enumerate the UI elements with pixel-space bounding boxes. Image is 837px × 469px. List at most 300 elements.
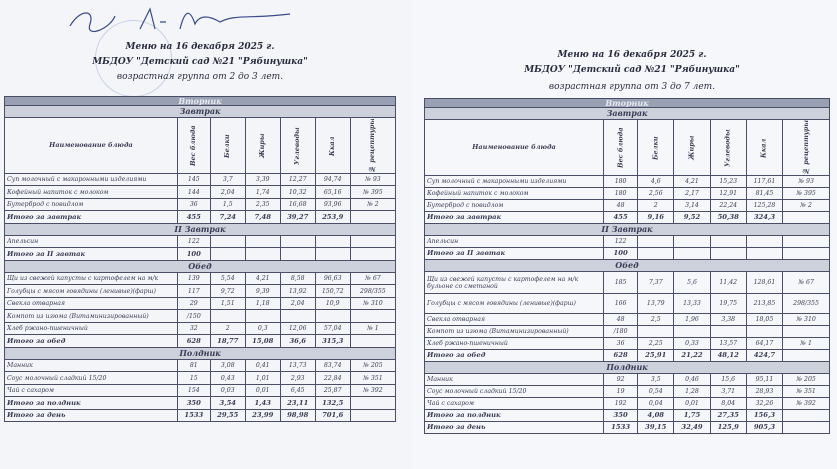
table-cell: 100 xyxy=(177,248,210,261)
section-header xyxy=(425,260,830,272)
table-cell: Апельсин xyxy=(5,235,178,248)
table-cell: № 1 xyxy=(783,338,830,350)
table-cell xyxy=(710,236,746,248)
dish-row xyxy=(425,386,830,398)
table-cell xyxy=(638,326,674,338)
section-header xyxy=(5,260,396,272)
table-cell: 22,84 xyxy=(315,372,350,385)
table-cell: 2 xyxy=(638,200,674,212)
table-cell: Хлеб ржано-пшеничный xyxy=(5,322,178,335)
dish-row xyxy=(5,173,396,186)
table-cell: 1533 xyxy=(604,422,638,434)
table-cell: 122 xyxy=(177,235,210,248)
table-cell xyxy=(315,235,350,248)
table-cell: 65,16 xyxy=(315,186,350,199)
dish-row xyxy=(425,176,830,188)
table-cell: 32,49 xyxy=(674,422,710,434)
table-cell xyxy=(746,236,782,248)
dish-row xyxy=(425,200,830,212)
table-cell: Манник xyxy=(425,374,604,386)
table-cell: 2,17 xyxy=(674,188,710,200)
table-cell: Вторник xyxy=(5,97,396,106)
table-cell: 0,43 xyxy=(210,372,245,385)
table-cell: 15,08 xyxy=(245,335,280,348)
table-cell: 95,11 xyxy=(746,374,782,386)
table-cell: 5,54 xyxy=(210,272,245,285)
table-cell: 298/355 xyxy=(350,285,395,298)
table-cell: 628 xyxy=(604,350,638,362)
table-cell: 0,03 xyxy=(210,384,245,397)
table-cell: Чай с сахаром xyxy=(425,398,604,410)
table-cell: Голубцы с мясом говядины (ленивые)(фарш) xyxy=(425,294,604,314)
table-cell: 180 xyxy=(604,188,638,200)
table-cell: 1,51 xyxy=(210,297,245,310)
table-cell xyxy=(210,310,245,323)
table-cell: № 2 xyxy=(783,200,830,212)
table-cell: 12,91 xyxy=(710,188,746,200)
table-cell: 27,35 xyxy=(710,410,746,422)
table-cell: № 93 xyxy=(350,173,395,186)
table-cell: Обед xyxy=(5,260,396,272)
table-cell: 16,68 xyxy=(280,198,315,211)
table-cell: Кофейный напиток с молоком xyxy=(5,186,178,199)
table-cell: 139 xyxy=(177,272,210,285)
table-cell: 50,38 xyxy=(710,212,746,224)
table-cell: 117 xyxy=(177,285,210,298)
table-cell: 4,6 xyxy=(638,176,674,188)
table-cell: Соус молочный сладкий 15/20 xyxy=(5,372,178,385)
table-cell xyxy=(280,310,315,323)
table-cell: 18,77 xyxy=(210,335,245,348)
dish-row xyxy=(5,186,396,199)
table-cell xyxy=(638,248,674,260)
table-cell: 13,79 xyxy=(638,294,674,314)
table-cell: Бутерброд с повидлом xyxy=(5,198,178,211)
table-cell: Компот из изюма (Витаминизированный) xyxy=(5,310,178,323)
table-cell: 32 xyxy=(177,322,210,335)
dish-row xyxy=(5,297,396,310)
section-total-row xyxy=(5,335,396,348)
table-cell: 455 xyxy=(177,211,210,224)
table-cell: 2,04 xyxy=(210,186,245,199)
table-cell: № 351 xyxy=(350,372,395,385)
table-cell: Суп молочный с макаронными изделиями xyxy=(425,176,604,188)
dish-row xyxy=(5,384,396,397)
signature xyxy=(60,4,320,34)
table-cell: 455 xyxy=(604,212,638,224)
section-header xyxy=(425,224,830,236)
table-cell: Итого за день xyxy=(5,409,178,422)
section-header xyxy=(5,347,396,359)
table-cell: 156,3 xyxy=(746,410,782,422)
table-cell: 315,3 xyxy=(315,335,350,348)
table-cell xyxy=(350,211,395,224)
organization: МБДОУ "Детский сад №21 "Рябинушка" xyxy=(92,57,308,67)
table-cell: № 392 xyxy=(783,398,830,410)
menu-title: Меню на 16 декабря 2025 г. xyxy=(125,42,275,52)
table-cell xyxy=(746,326,782,338)
table-cell: 298/355 xyxy=(783,294,830,314)
table-cell: 15 xyxy=(177,372,210,385)
section-total-row xyxy=(425,350,830,362)
table-cell: 0,3 xyxy=(245,322,280,335)
table-cell: 253,9 xyxy=(315,211,350,224)
table-cell xyxy=(638,236,674,248)
dish-row xyxy=(5,235,396,248)
section-total-row xyxy=(5,211,396,224)
table-cell: 12,27 xyxy=(280,173,315,186)
menu-table-left xyxy=(4,96,396,422)
table-cell: Вторник xyxy=(425,99,830,108)
table-cell: 25,91 xyxy=(638,350,674,362)
table-cell: № 205 xyxy=(350,359,395,372)
table-cell: 29,55 xyxy=(210,409,245,422)
age-group: возрастная группа от 3 до 7 лет. xyxy=(548,82,716,92)
table-cell: Вес блюда xyxy=(177,118,210,174)
dish-row xyxy=(5,310,396,323)
table-cell: 19,75 xyxy=(710,294,746,314)
table-cell: 9,52 xyxy=(674,212,710,224)
dish-row xyxy=(425,294,830,314)
table-cell xyxy=(210,248,245,261)
table-cell xyxy=(710,248,746,260)
dish-row xyxy=(5,285,396,298)
table-cell: 125,9 xyxy=(710,422,746,434)
dish-row xyxy=(425,272,830,294)
table-cell: 81 xyxy=(177,359,210,372)
table-cell: 1,5 xyxy=(210,198,245,211)
dish-row xyxy=(5,198,396,211)
table-cell: 64,17 xyxy=(746,338,782,350)
table-cell: Завтрак xyxy=(5,106,396,118)
table-cell: 1,75 xyxy=(674,410,710,422)
table-cell: Полдник xyxy=(5,347,396,359)
table-cell: Жиры xyxy=(245,118,280,174)
table-cell: 96,63 xyxy=(315,272,350,285)
table-cell: 150,72 xyxy=(315,285,350,298)
table-cell: № 392 xyxy=(350,384,395,397)
table-cell: 213,85 xyxy=(746,294,782,314)
table-cell: 154 xyxy=(177,384,210,397)
table-cell: 3,14 xyxy=(674,200,710,212)
table-cell xyxy=(674,236,710,248)
table-cell: 0,04 xyxy=(638,398,674,410)
table-cell: 11,42 xyxy=(710,272,746,294)
table-cell xyxy=(783,410,830,422)
table-cell: 0,54 xyxy=(638,386,674,398)
table-cell: Суп молочный с макаронными изделиями xyxy=(5,173,178,186)
table-cell xyxy=(210,235,245,248)
table-cell: Обед xyxy=(425,260,830,272)
table-cell: 100 xyxy=(604,248,638,260)
table-cell: 145 xyxy=(177,173,210,186)
organization: МБДОУ "Детский сад №21 "Рябинушка" xyxy=(524,65,740,75)
age-group: возрастная группа от 2 до 3 лет. xyxy=(116,72,284,82)
table-cell: 132,5 xyxy=(315,397,350,410)
dish-row xyxy=(425,374,830,386)
table-cell: 3,08 xyxy=(210,359,245,372)
table-cell: 13,57 xyxy=(710,338,746,350)
table-cell: 36 xyxy=(177,198,210,211)
section-total-row xyxy=(425,410,830,422)
table-cell: 3,7 xyxy=(210,173,245,186)
table-cell: № 1 xyxy=(350,322,395,335)
table-cell: 3,5 xyxy=(638,374,674,386)
table-cell: Хлеб ржано-пшеничный xyxy=(425,338,604,350)
table-cell xyxy=(674,248,710,260)
table-cell: № рецептуры xyxy=(783,120,830,176)
table-cell: 1,43 xyxy=(245,397,280,410)
table-cell: II Завтрак xyxy=(425,224,830,236)
section-header xyxy=(5,223,396,235)
table-cell: 701,6 xyxy=(315,409,350,422)
table-cell xyxy=(315,310,350,323)
table-cell: 3,71 xyxy=(710,386,746,398)
table-cell: 10,9 xyxy=(315,297,350,310)
day-total-row xyxy=(5,409,396,422)
section-total-row xyxy=(5,397,396,410)
table-cell: Щи из свежей капусты с картофелем на м/к бульоне со сметаной xyxy=(425,272,604,294)
table-cell: 29 xyxy=(177,297,210,310)
table-cell: Свекла отварная xyxy=(425,314,604,326)
table-cell: 23,99 xyxy=(245,409,280,422)
menu-table-right xyxy=(424,98,830,434)
column-header-row xyxy=(425,120,830,176)
table-cell: 12,06 xyxy=(280,322,315,335)
table-cell: № 67 xyxy=(350,272,395,285)
table-cell: 3,38 xyxy=(710,314,746,326)
section-total-row xyxy=(425,248,830,260)
table-cell: 0,01 xyxy=(245,384,280,397)
dish-row xyxy=(5,272,396,285)
table-cell: Апельсин xyxy=(425,236,604,248)
table-cell: 2,35 xyxy=(245,198,280,211)
table-cell: 8,58 xyxy=(280,272,315,285)
table-cell: № 351 xyxy=(783,386,830,398)
day-header xyxy=(425,99,830,108)
table-cell: Углеводы xyxy=(710,120,746,176)
dish-row xyxy=(5,359,396,372)
dish-row xyxy=(425,398,830,410)
section-header xyxy=(5,106,396,118)
table-cell: 32,26 xyxy=(746,398,782,410)
table-cell: Жиры xyxy=(674,120,710,176)
table-cell: Итого за полдник xyxy=(425,410,604,422)
table-cell: 48 xyxy=(604,314,638,326)
table-cell: 2,93 xyxy=(280,372,315,385)
table-cell: 628 xyxy=(177,335,210,348)
table-cell: № 310 xyxy=(350,297,395,310)
menu-title: Меню на 16 декабря 2025 г. xyxy=(557,50,707,60)
table-cell: 9,72 xyxy=(210,285,245,298)
table-cell xyxy=(245,310,280,323)
table-cell: 15,6 xyxy=(710,374,746,386)
day-header xyxy=(5,97,396,106)
table-cell: № 310 xyxy=(783,314,830,326)
table-cell: 81,45 xyxy=(746,188,782,200)
table-cell: 36 xyxy=(604,338,638,350)
table-cell: 3,39 xyxy=(245,173,280,186)
table-cell: № рецептуры xyxy=(350,118,395,174)
dish-row xyxy=(425,326,830,338)
table-cell: № 2 xyxy=(350,198,395,211)
table-cell: II Завтрак xyxy=(5,223,396,235)
table-cell: 83,74 xyxy=(315,359,350,372)
table-cell: Итого за II завтак xyxy=(425,248,604,260)
table-cell: 6,45 xyxy=(280,384,315,397)
section-header xyxy=(425,108,830,120)
table-cell: 350 xyxy=(177,397,210,410)
table-cell: 92 xyxy=(604,374,638,386)
table-cell: № 93 xyxy=(783,176,830,188)
table-cell xyxy=(245,235,280,248)
table-cell: 39,15 xyxy=(638,422,674,434)
table-cell xyxy=(245,248,280,261)
table-cell: 0,33 xyxy=(674,338,710,350)
table-cell: /180 xyxy=(604,326,638,338)
table-cell: Щи из свежей капусты с картофелем на м/к xyxy=(5,272,178,285)
table-cell: 18,05 xyxy=(746,314,782,326)
table-cell: 23,11 xyxy=(280,397,315,410)
table-cell: 1,01 xyxy=(245,372,280,385)
table-cell: Итого за день xyxy=(425,422,604,434)
table-cell: 5,6 xyxy=(674,272,710,294)
table-cell: Чай с сахаром xyxy=(5,384,178,397)
table-cell: 7,48 xyxy=(245,211,280,224)
table-cell: 15,23 xyxy=(710,176,746,188)
table-cell: Углеводы xyxy=(280,118,315,174)
table-cell xyxy=(315,248,350,261)
table-cell: 9,39 xyxy=(245,285,280,298)
table-cell: 4,08 xyxy=(638,410,674,422)
table-cell: Белки xyxy=(210,118,245,174)
table-cell: Полдник xyxy=(425,362,830,374)
table-cell xyxy=(350,397,395,410)
table-cell: 98,98 xyxy=(280,409,315,422)
table-cell xyxy=(783,236,830,248)
table-cell: Итого за завтрак xyxy=(425,212,604,224)
table-cell: 94,74 xyxy=(315,173,350,186)
table-cell: Завтрак xyxy=(425,108,830,120)
table-cell: 9,16 xyxy=(638,212,674,224)
section-total-row xyxy=(5,248,396,261)
table-cell: 7,24 xyxy=(210,211,245,224)
table-cell: 1,28 xyxy=(674,386,710,398)
table-cell xyxy=(710,326,746,338)
table-cell: 21,22 xyxy=(674,350,710,362)
dish-row xyxy=(5,322,396,335)
table-cell: 36,6 xyxy=(280,335,315,348)
table-cell: 905,3 xyxy=(746,422,782,434)
table-cell: 4,21 xyxy=(674,176,710,188)
table-cell xyxy=(350,235,395,248)
dish-row xyxy=(425,338,830,350)
table-cell xyxy=(783,326,830,338)
table-cell: Ккал xyxy=(315,118,350,174)
table-cell: Итого за обед xyxy=(5,335,178,348)
table-cell xyxy=(783,212,830,224)
table-cell: Манник xyxy=(5,359,178,372)
table-cell xyxy=(280,235,315,248)
column-header-row xyxy=(5,118,396,174)
table-cell: 57,04 xyxy=(315,322,350,335)
table-cell: 48 xyxy=(604,200,638,212)
table-cell: Вес блюда xyxy=(604,120,638,176)
dish-row xyxy=(425,188,830,200)
table-cell: 166 xyxy=(604,294,638,314)
table-cell: 1,96 xyxy=(674,314,710,326)
table-cell: 1,18 xyxy=(245,297,280,310)
table-cell: 424,7 xyxy=(746,350,782,362)
table-cell: 350 xyxy=(604,410,638,422)
table-cell: 2,25 xyxy=(638,338,674,350)
table-cell: 93,96 xyxy=(315,198,350,211)
table-cell: 2,04 xyxy=(280,297,315,310)
table-cell: 19 xyxy=(604,386,638,398)
table-cell: 3,54 xyxy=(210,397,245,410)
table-cell: Соус молочный сладкий 15/20 xyxy=(425,386,604,398)
table-cell xyxy=(783,350,830,362)
section-header xyxy=(425,362,830,374)
table-cell: 28,93 xyxy=(746,386,782,398)
table-cell: Компот из изюма (Витаминизированный) xyxy=(425,326,604,338)
table-cell: № 395 xyxy=(350,186,395,199)
dish-row xyxy=(425,314,830,326)
table-cell: 1,74 xyxy=(245,186,280,199)
table-cell: 128,61 xyxy=(746,272,782,294)
table-cell: 2,56 xyxy=(638,188,674,200)
table-cell xyxy=(674,326,710,338)
table-cell: 0,41 xyxy=(245,359,280,372)
table-cell: 324,3 xyxy=(746,212,782,224)
table-cell: 48,12 xyxy=(710,350,746,362)
table-cell: Кофейный напиток с молоком xyxy=(425,188,604,200)
table-cell: 192 xyxy=(604,398,638,410)
dish-row xyxy=(425,236,830,248)
table-cell xyxy=(783,248,830,260)
table-cell: Итого за завтрак xyxy=(5,211,178,224)
table-cell: Итого за полдник xyxy=(5,397,178,410)
table-cell: 25,87 xyxy=(315,384,350,397)
table-cell: 117,61 xyxy=(746,176,782,188)
table-cell: 122 xyxy=(604,236,638,248)
table-cell: 0,46 xyxy=(674,374,710,386)
table-cell: Итого за II завтак xyxy=(5,248,178,261)
table-cell xyxy=(280,248,315,261)
table-cell: Белки xyxy=(638,120,674,176)
table-cell: 2,5 xyxy=(638,314,674,326)
table-cell: 1533 xyxy=(177,409,210,422)
section-total-row xyxy=(425,212,830,224)
table-cell: Итого за обед xyxy=(425,350,604,362)
table-cell: 144 xyxy=(177,186,210,199)
table-cell: № 395 xyxy=(783,188,830,200)
table-cell: Наименование блюда xyxy=(5,118,178,174)
table-cell: Наименование блюда xyxy=(425,120,604,176)
table-cell: 13,92 xyxy=(280,285,315,298)
table-cell: Голубцы с мясом говядины (ленивые)(фарш) xyxy=(5,285,178,298)
table-cell: 7,37 xyxy=(638,272,674,294)
table-cell: № 67 xyxy=(783,272,830,294)
table-cell: 180 xyxy=(604,176,638,188)
table-cell: № 205 xyxy=(783,374,830,386)
table-cell: 4,21 xyxy=(245,272,280,285)
table-cell: 10,32 xyxy=(280,186,315,199)
table-cell xyxy=(783,422,830,434)
table-cell xyxy=(350,248,395,261)
table-cell: 125,28 xyxy=(746,200,782,212)
table-cell: 8,04 xyxy=(710,398,746,410)
